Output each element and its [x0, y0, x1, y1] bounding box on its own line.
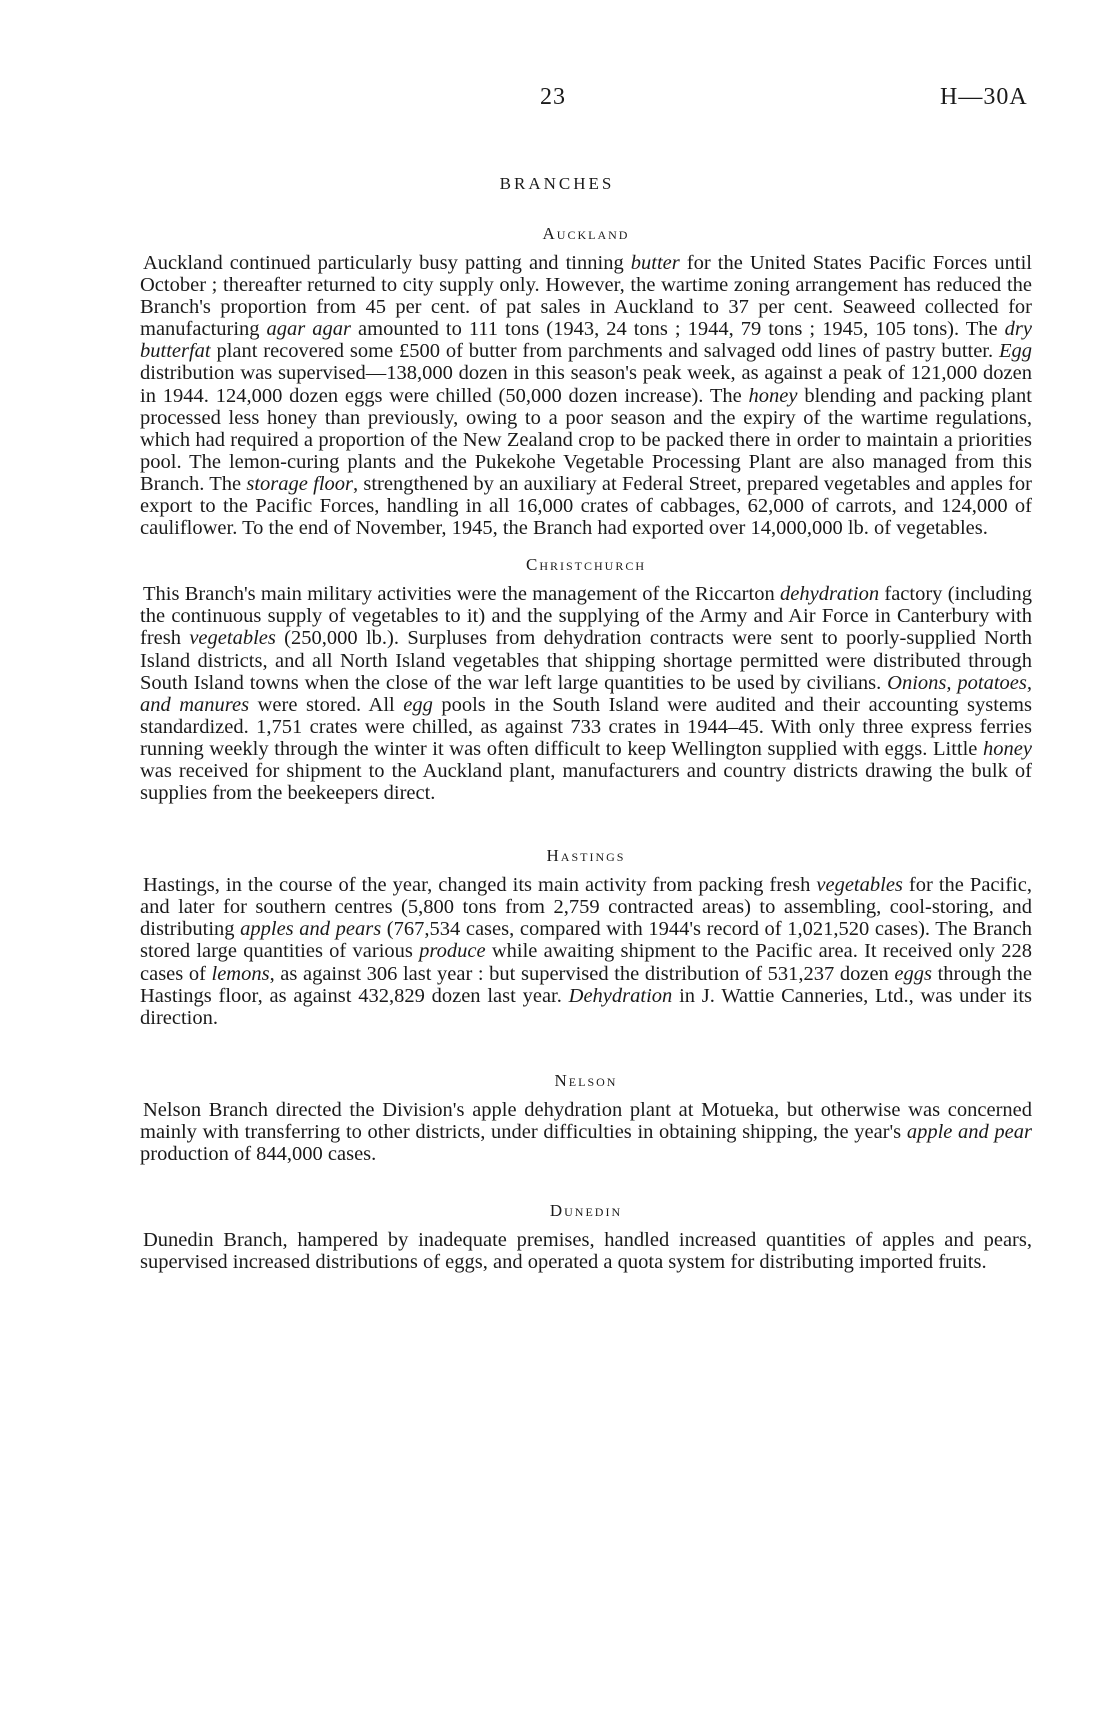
- section-hastings: [140, 844, 1032, 1029]
- document-reference: H—30A: [940, 84, 1028, 110]
- section-heading-auckland: Auckland: [542, 224, 630, 243]
- section-nelson: [140, 1069, 1032, 1165]
- page-number: 23: [540, 84, 566, 110]
- section-heading-dunedin: Dunedin: [549, 1201, 623, 1221]
- section-paragraph-dunedin: Dunedin Branch, hampered by inadequate premises, handled increased quantities of apples and pears, supervised increased distributions of eggs, and operated a quota system for distributing imported fruits.: [140, 1229, 1032, 1274]
- section-paragraph-hastings: Hastings, in the course of the year, changed its main activity from packing fresh vegetables for the Pacific, and later for southern centres (5,800 tons from 2,759 contracted areas) to assembling, cool-storing, and distributing apples and pears (767,534 cases, compared with 1944's record of 1,021,520 cases). The Branch stored large quantities of various produce while awaiting shipment to the Pacific area. It received only 228 cases of lemons, as against 306 last year : but supervised the distribution of 531,237 dozen eggs through the Hastings floor, as against 432,829 dozen last year. Dehydration in J. Wattie Canneries, Ltd., was under its direction.: [140, 874, 1032, 1029]
- section-auckland: [140, 222, 1032, 539]
- section-heading-nelson: Nelson: [554, 1070, 618, 1090]
- section-heading-hastings: Hastings: [546, 846, 626, 866]
- document-body: [140, 222, 1032, 1291]
- section-paragraph-nelson: Nelson Branch directed the Division's apple dehydration plant at Motueka, but otherwise was concerned mainly with transferring to other districts, under difficulties in obtaining shipping, the year's apple and pear production of 844,000 cases.: [140, 1098, 1033, 1165]
- section-heading-christchurch: Christchurch: [525, 555, 647, 575]
- section-paragraph-auckland: Auckland continued particularly busy patting and tinning butter for the United States Pacific Forces until October ; thereafter returned to city supply only. However, the wartime zoning arrangement has reduced the Branch's proportion from 45 per cent. of pat sales in Auckland to 37 per cent. Seaweed collected for manufacturing agar agar amounted to 111 tons (1943, 24 tons ; 1944, 79 tons ; 1945, 105 tons). The dry butterfat plant recovered some £500 of butter from parchments and salvaged odd lines of pastry butter. Egg distribution was supervised—138,000 dozen in this season's peak week, as against a peak of 121,000 dozen in 1944. 124,000 dozen eggs were chilled (50,000 dozen increase). The honey blending and packing plant processed less honey than previously, owing to a poor season and the expiry of the wartime regulations, which had required a proportion of the New Zealand crop to be packed there in order to maintain a priorities pool. The lemon-curing plants and the Pukekohe Vegetable Processing Plant are also managed from this Branch. The storage floor, strengthened by an auxiliary at Federal Street, prepared vegetables and apples for export to the Pacific Forces, handling in all 16,000 crates of cabbages, 62,000 of carrots, and 124,000 of cauliflower. To the end of November, 1945, the Branch had exported over 14,000,000 lb. of vegetables.: [140, 252, 1033, 540]
- page-title: BRANCHES: [499, 174, 615, 193]
- section-dunedin: [140, 1199, 1032, 1273]
- section-christchurch: [140, 553, 1032, 804]
- section-paragraph-christchurch: This Branch's main military activities were the management of the Riccarton dehydration factory (including the continuous supply of vegetables to it) and the supplying of the Army and Air Force in Canterbury with fresh vegetables (250,000 lb.). Surpluses from dehydration contracts were sent to poorly-supplied North Island districts, and all North Island vegetables that shipping shortage permitted were distributed through South Island towns when the close of the war left large quantities to be used by civilians. Onions, potatoes, and manures were stored. All egg pools in the South Island were audited and their accounting systems standardized. 1,751 crates were chilled, as against 733 crates in 1944–45. With only three express ferries running weekly through the winter it was often difficult to keep Wellington supplied with eggs. Little honey was received for shipment to the Auckland plant, manufacturers and country districts drawing the bulk of supplies from the beekeepers direct.: [140, 583, 1032, 805]
